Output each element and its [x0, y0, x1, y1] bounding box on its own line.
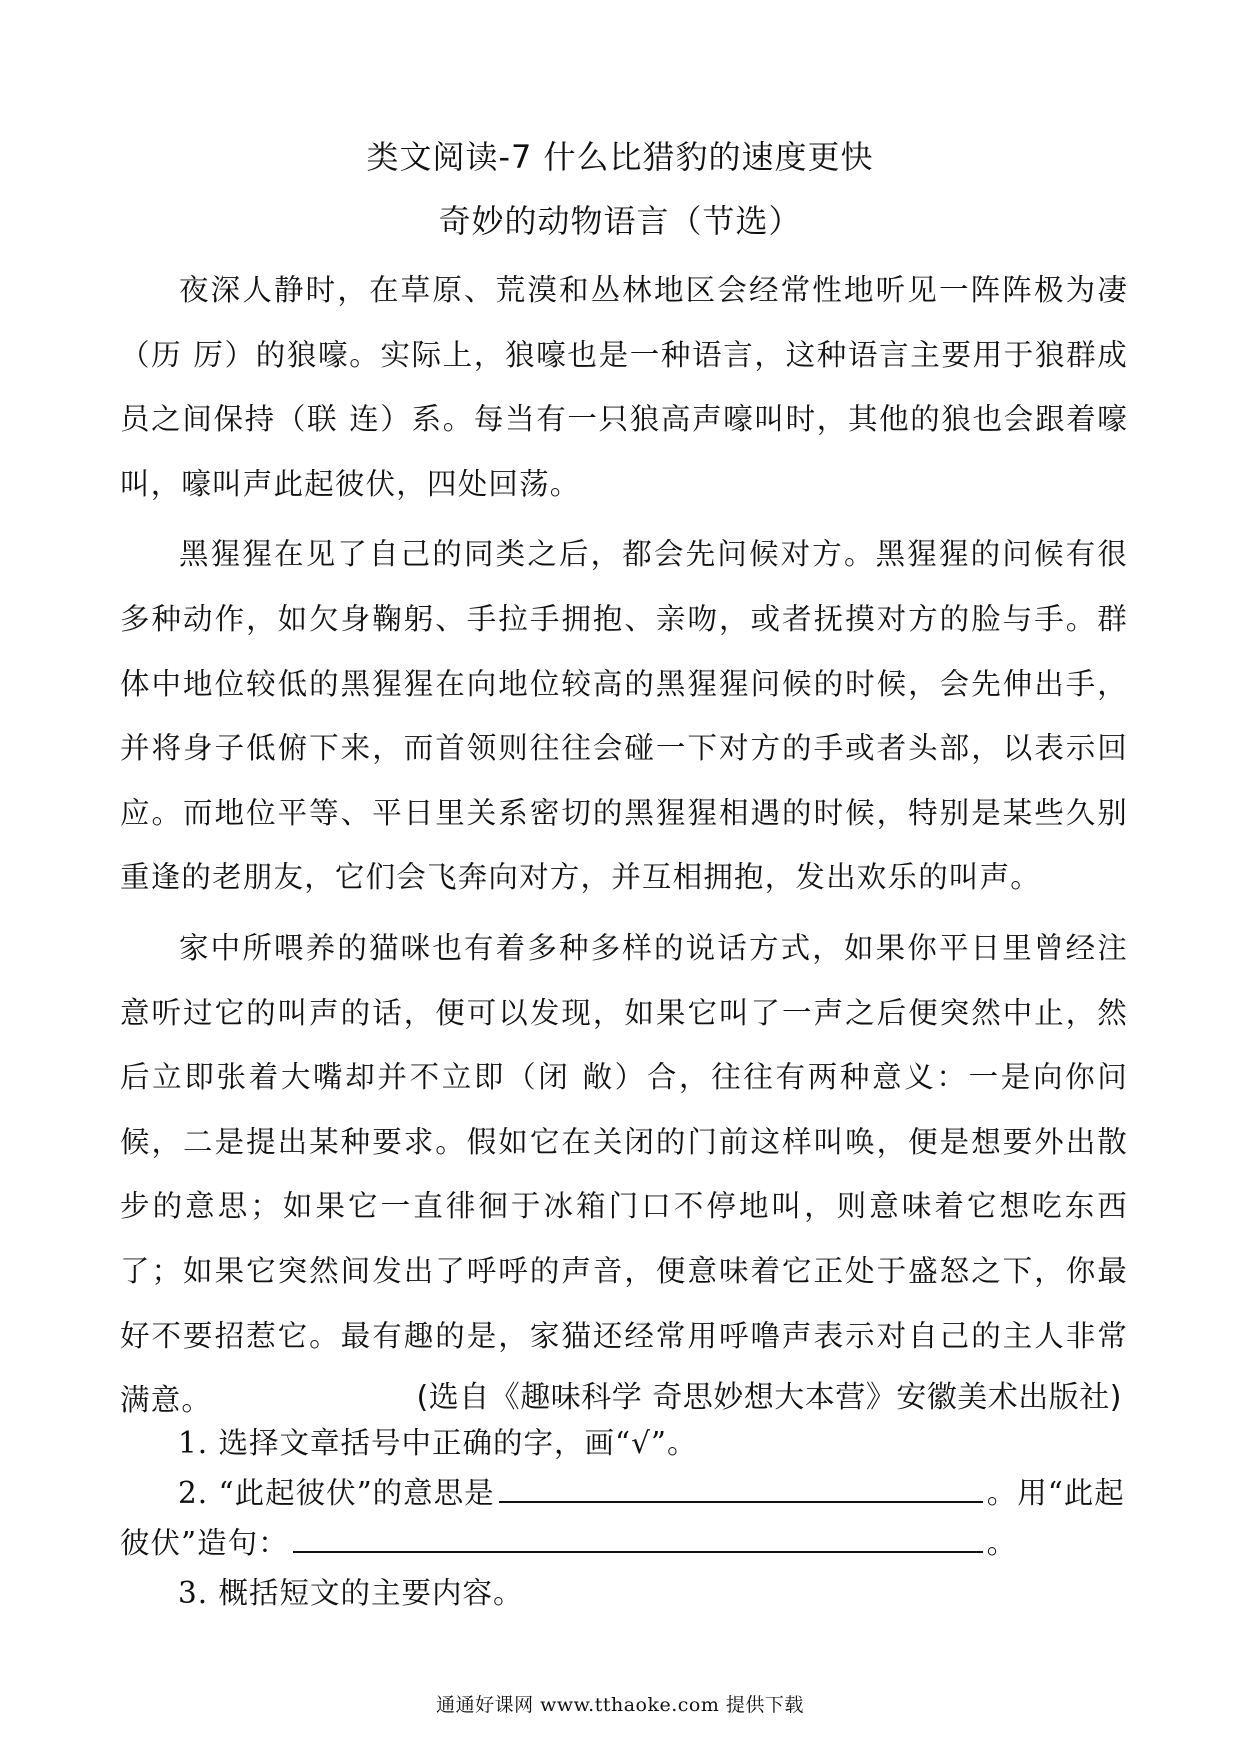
article-source: (选自《趣味科学 奇思妙想大本营》安徽美术出版社) — [416, 1380, 1122, 1415]
question-2-end: 。 — [986, 1526, 1018, 1560]
answer-blank-sentence[interactable] — [293, 1523, 983, 1553]
footer-download-notice: 通通好课网 www.tthaoke.com 提供下载 — [436, 1694, 804, 1716]
questions-section — [120, 1418, 1128, 1618]
question-3: 3. 概括短文的主要内容。 — [178, 1576, 524, 1610]
question-1: 1. 选择文章括号中正确的字，画“√”。 — [178, 1426, 698, 1460]
question-2-prompt: 2. “此起彼伏”的意思是 — [178, 1476, 495, 1510]
question-2-sentence-prompt: 彼伏”造句： — [120, 1526, 289, 1560]
paragraph-wolf: 夜深人静时，在草原、荒漠和丛林地区会经常性地听见一阵阵极为凄（历 厉）的狼嚎。实际上，狼嚎也是一种语言，这种语言主要用于狼群成员之间保持（联 连）系。每当有一只狼高声嚎叫时，其他的狼也会跟着嚎叫，嚎叫声此起彼伏，四处回荡。 — [120, 273, 1128, 501]
article-title: 奇妙的动物语言（节选） — [438, 202, 802, 240]
question-2-line-2 — [120, 1518, 1128, 1568]
answer-blank-meaning[interactable] — [499, 1473, 983, 1503]
paragraph-chimpanzee: 黑猩猩在见了自己的同类之后，都会先问候对方。黑猩猩的问候有很多种动作，如欠身鞠躬、手拉手拥抱、亲吻，或者抚摸对方的脸与手。群体中地位较低的黑猩猩在向地位较高的黑猩猩问候的时候，会先伸出手，并将身子低俯下来，而首领则往往会碰一下对方的手或者头部，以表示回应。而地位平等、平日里关系密切的黑猩猩相遇的时候，特别是某些久别重逢的老朋友，它们会飞奔向对方，并互相拥抱，发出欢乐的叫声。 — [120, 537, 1128, 895]
page-title: 类文阅读-7 什么比猎豹的速度更快 — [366, 138, 874, 176]
paragraph-cat: 家中所喂养的猫咪也有着多种多样的说话方式，如果你平日里曾经注意听过它的叫声的话，便可以发现，如果它叫了一声之后便突然中止，然后立即张着大嘴却并不立即（闭 敞）合，往往有两种意义：一是向你问候，二是提出某种要求。假如它在关闭的门前这样叫唤，便是想要外出散步的意思；如果它一直徘徊于冰箱门口不停地叫，则意味着它想吃东西了；如果它突然间发出了呼呼的声音，便意味着它正处于盛怒之下，你最好不要招惹它。最有趣的是，家猫还经常用呼噜声表示对自己的主人非常满意。 — [120, 930, 1128, 1418]
question-2-continuation: 。用“此起 — [986, 1476, 1125, 1510]
article-body — [120, 258, 1128, 1439]
question-2-line-1 — [120, 1468, 1128, 1518]
